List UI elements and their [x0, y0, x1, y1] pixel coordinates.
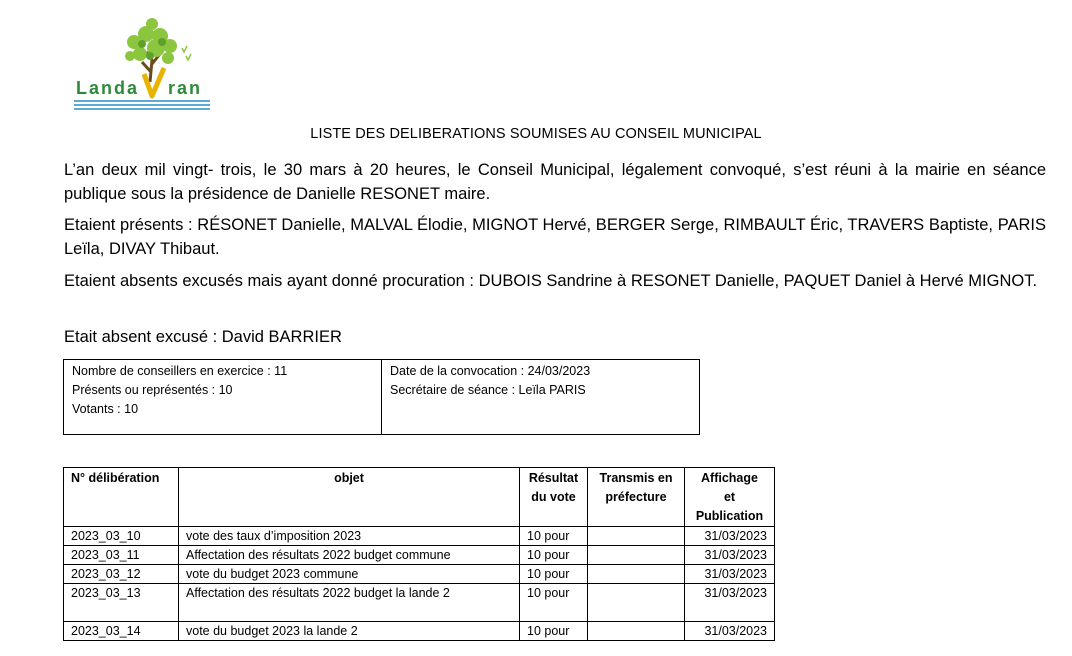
header-transmis: Transmis en préfecture: [588, 468, 685, 527]
landavran-logo: [72, 12, 212, 112]
row-objet: vote du budget 2023 commune: [179, 565, 520, 584]
row-resultat: 10 pour: [520, 622, 588, 641]
votants-count: Votants : 10: [72, 402, 139, 416]
table-header-row: [64, 468, 775, 527]
row-date: 31/03/2023: [685, 527, 775, 546]
row-date: 31/03/2023: [685, 584, 775, 622]
row-date: 31/03/2023: [685, 622, 775, 641]
presents-count: Présents ou représentés : 10: [72, 383, 233, 397]
row-date: 31/03/2023: [685, 565, 775, 584]
row-transmis: [588, 622, 685, 641]
row-objet: Affectation des résultats 2022 budget la lande 2: [179, 584, 520, 622]
header-num: N° délibération: [64, 468, 179, 527]
secretaire-seance: Secrétaire de séance : Leïla PARIS: [390, 383, 586, 397]
table-row: [64, 527, 775, 546]
absent-paragraph: Etait absent excusé : David BARRIER: [64, 328, 342, 346]
row-resultat: 10 pour: [520, 565, 588, 584]
procuration-paragraph: Etaient absents excusés mais ayant donné procuration : DUBOIS Sandrine à RESONET Danielle, PAQUET Daniel à Hervé MIGNOT.: [64, 272, 1038, 290]
row-objet: vote du budget 2023 la lande 2: [179, 622, 520, 641]
row-objet: Affectation des résultats 2022 budget commune: [179, 546, 520, 565]
row-resultat: 10 pour: [520, 527, 588, 546]
conseillers-count: Nombre de conseillers en exercice : 11: [72, 364, 288, 378]
header-resultat: Résultat du vote: [520, 468, 588, 527]
presents-paragraph: Etaient présents : RÉSONET Danielle, MALVAL Élodie, MIGNOT Hervé, BERGER Serge, RIMBAULT Éric, TRAVERS Baptiste, PARIS Leïla, DIVAY Thibaut.: [64, 216, 1046, 258]
session-counts: [64, 360, 382, 434]
row-objet: vote des taux d’imposition 2023: [179, 527, 520, 546]
logo-text-left: Landa: [76, 78, 140, 98]
row-transmis: [588, 584, 685, 622]
row-resultat: 10 pour: [520, 584, 588, 622]
session-info-box: [63, 359, 700, 435]
row-transmis: [588, 546, 685, 565]
row-date: 31/03/2023: [685, 546, 775, 565]
row-transmis: [588, 565, 685, 584]
convocation-date: Date de la convocation : 24/03/2023: [390, 364, 591, 378]
table-row: [64, 622, 775, 641]
session-details: [382, 360, 699, 434]
table-row: [64, 584, 775, 622]
row-resultat: 10 pour: [520, 546, 588, 565]
row-num: 2023_03_14: [64, 622, 179, 641]
row-num: 2023_03_13: [64, 584, 179, 622]
intro-paragraph: L’an deux mil vingt- trois, le 30 mars à 20 heures, le Conseil Municipal, légalement convoqué, s’est réuni à la mairie en séance publique sous la présidence de Danielle RESONET maire.: [64, 161, 1046, 203]
row-transmis: [588, 527, 685, 546]
header-objet: objet: [179, 468, 520, 527]
row-num: 2023_03_12: [64, 565, 179, 584]
logo-text-right: ran: [168, 78, 203, 98]
row-num: 2023_03_10: [64, 527, 179, 546]
document-title: LISTE DES DELIBERATIONS SOUMISES AU CONSEIL MUNICIPAL: [310, 126, 762, 142]
deliberations-table: [63, 467, 775, 641]
row-num: 2023_03_11: [64, 546, 179, 565]
table-row: [64, 546, 775, 565]
header-affichage: Affichage et Publication: [685, 468, 775, 527]
table-row: [64, 565, 775, 584]
